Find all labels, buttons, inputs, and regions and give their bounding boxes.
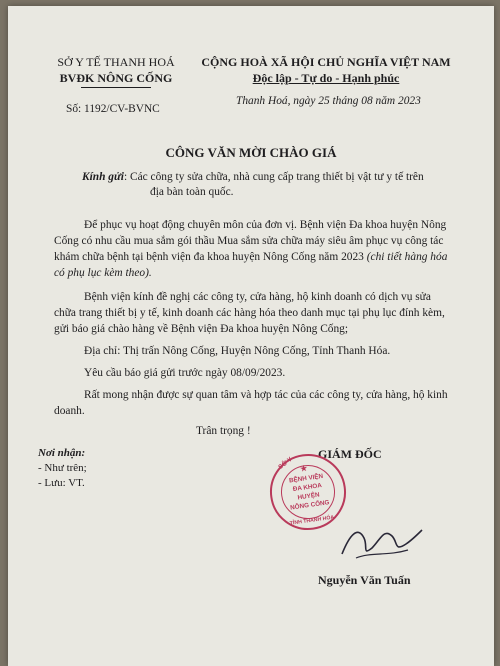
body-p1-line-3-text: khám chữa bệnh tại bệnh viện đa khoa huyện Nông Cống năm 2023 (54, 251, 364, 263)
signer-name: Nguyễn Văn Tuấn (318, 573, 411, 587)
body-p1-line-2: Cống có nhu cầu mua sắm gói thầu Mua sắm sửa chữa máy siêu âm phục vụ công tác (54, 235, 444, 247)
body-p2-line-3: gửi báo giá chào hàng về Bệnh viện Đa khoa huyện Nông Cống; (54, 323, 349, 335)
body-p1-line-1: Để phục vụ hoạt động chuyên môn của đơn vị. Bệnh viện Đa khoa huyện Nông (84, 219, 447, 231)
body-p2-line-1: Bệnh viện kính đề nghị các công ty, cửa hàng, hộ kinh doanh có dịch vụ sửa (84, 291, 431, 303)
country-name: CỘNG HOÀ XÃ HỘI CHỦ NGHĨA VIỆT NAM (201, 55, 451, 69)
seal-star-icon: ★ (299, 462, 309, 474)
receivers-label: Nơi nhận: (38, 447, 86, 459)
document-page (8, 6, 494, 666)
seal-line-1: BỆNH VIỆN (288, 472, 324, 485)
seal-line-3: HUYỆN (297, 491, 321, 502)
handwritten-signature (336, 516, 426, 566)
place-and-date: Thanh Hoá, ngày 25 tháng 08 năm 2023 (236, 95, 421, 107)
recipient-line-2: địa bàn toàn quốc. (150, 186, 234, 198)
seal-bottom-text: TỈNH THANH HÓA (289, 514, 335, 527)
receiver-item-2: - Lưu: VT. (38, 477, 85, 489)
closing-text: Trân trọng ! (196, 425, 251, 437)
signer-title: GIÁM ĐỐC (318, 447, 382, 461)
agency-name: SỞ Y TẾ THANH HOÁ (57, 55, 175, 69)
receiver-item-1: - Như trên; (38, 462, 87, 474)
header-left-rule (81, 87, 151, 88)
document-title: CÔNG VĂN MỜI CHÀO GIÁ (165, 145, 337, 160)
body-p5-line-1: Rất mong nhận được sự quan tâm và hợp tác của các công ty, cửa hàng, hộ kinh (84, 389, 448, 401)
national-motto: Độc lập - Tự do - Hạnh phúc (252, 71, 400, 86)
document-number: Số: 1192/CV-BVNC (66, 103, 160, 115)
recipient-label: Kính gửi (82, 171, 124, 183)
seal-top-text: SỞ Y (277, 455, 294, 471)
body-p1-note-a: (chi tiết hàng hóa (366, 251, 448, 263)
recipient-text-1: : Các công ty sửa chữa, nhà cung cấp trang thiết bị vật tư y tế trên (123, 171, 424, 183)
hospital-name: BVĐK NÔNG CỐNG (59, 71, 173, 86)
header-left (42, 54, 190, 88)
seal-line-2: ĐA KHOA (292, 482, 323, 494)
header-right (196, 54, 456, 87)
body-p1-line-3 (54, 250, 447, 266)
body-p1-note-b: có phụ lục kèm theo). (54, 267, 152, 279)
body-p5-line-2: doanh. (54, 405, 85, 417)
recipient-line-1 (82, 170, 424, 186)
seal-line-4: NÔNG CỐNG (289, 499, 330, 512)
body-deadline: Yêu cầu báo giá gửi trước ngày 08/09/2023. (84, 367, 286, 379)
body-address: Địa chỉ: Thị trấn Nông Cống, Huyện Nông Cống, Tỉnh Thanh Hóa. (84, 345, 391, 357)
body-p2-line-2: chữa trang thiết bị y tế, kinh doanh các hàng hóa theo danh mục tại phụ lục đính kèm, (54, 307, 445, 319)
